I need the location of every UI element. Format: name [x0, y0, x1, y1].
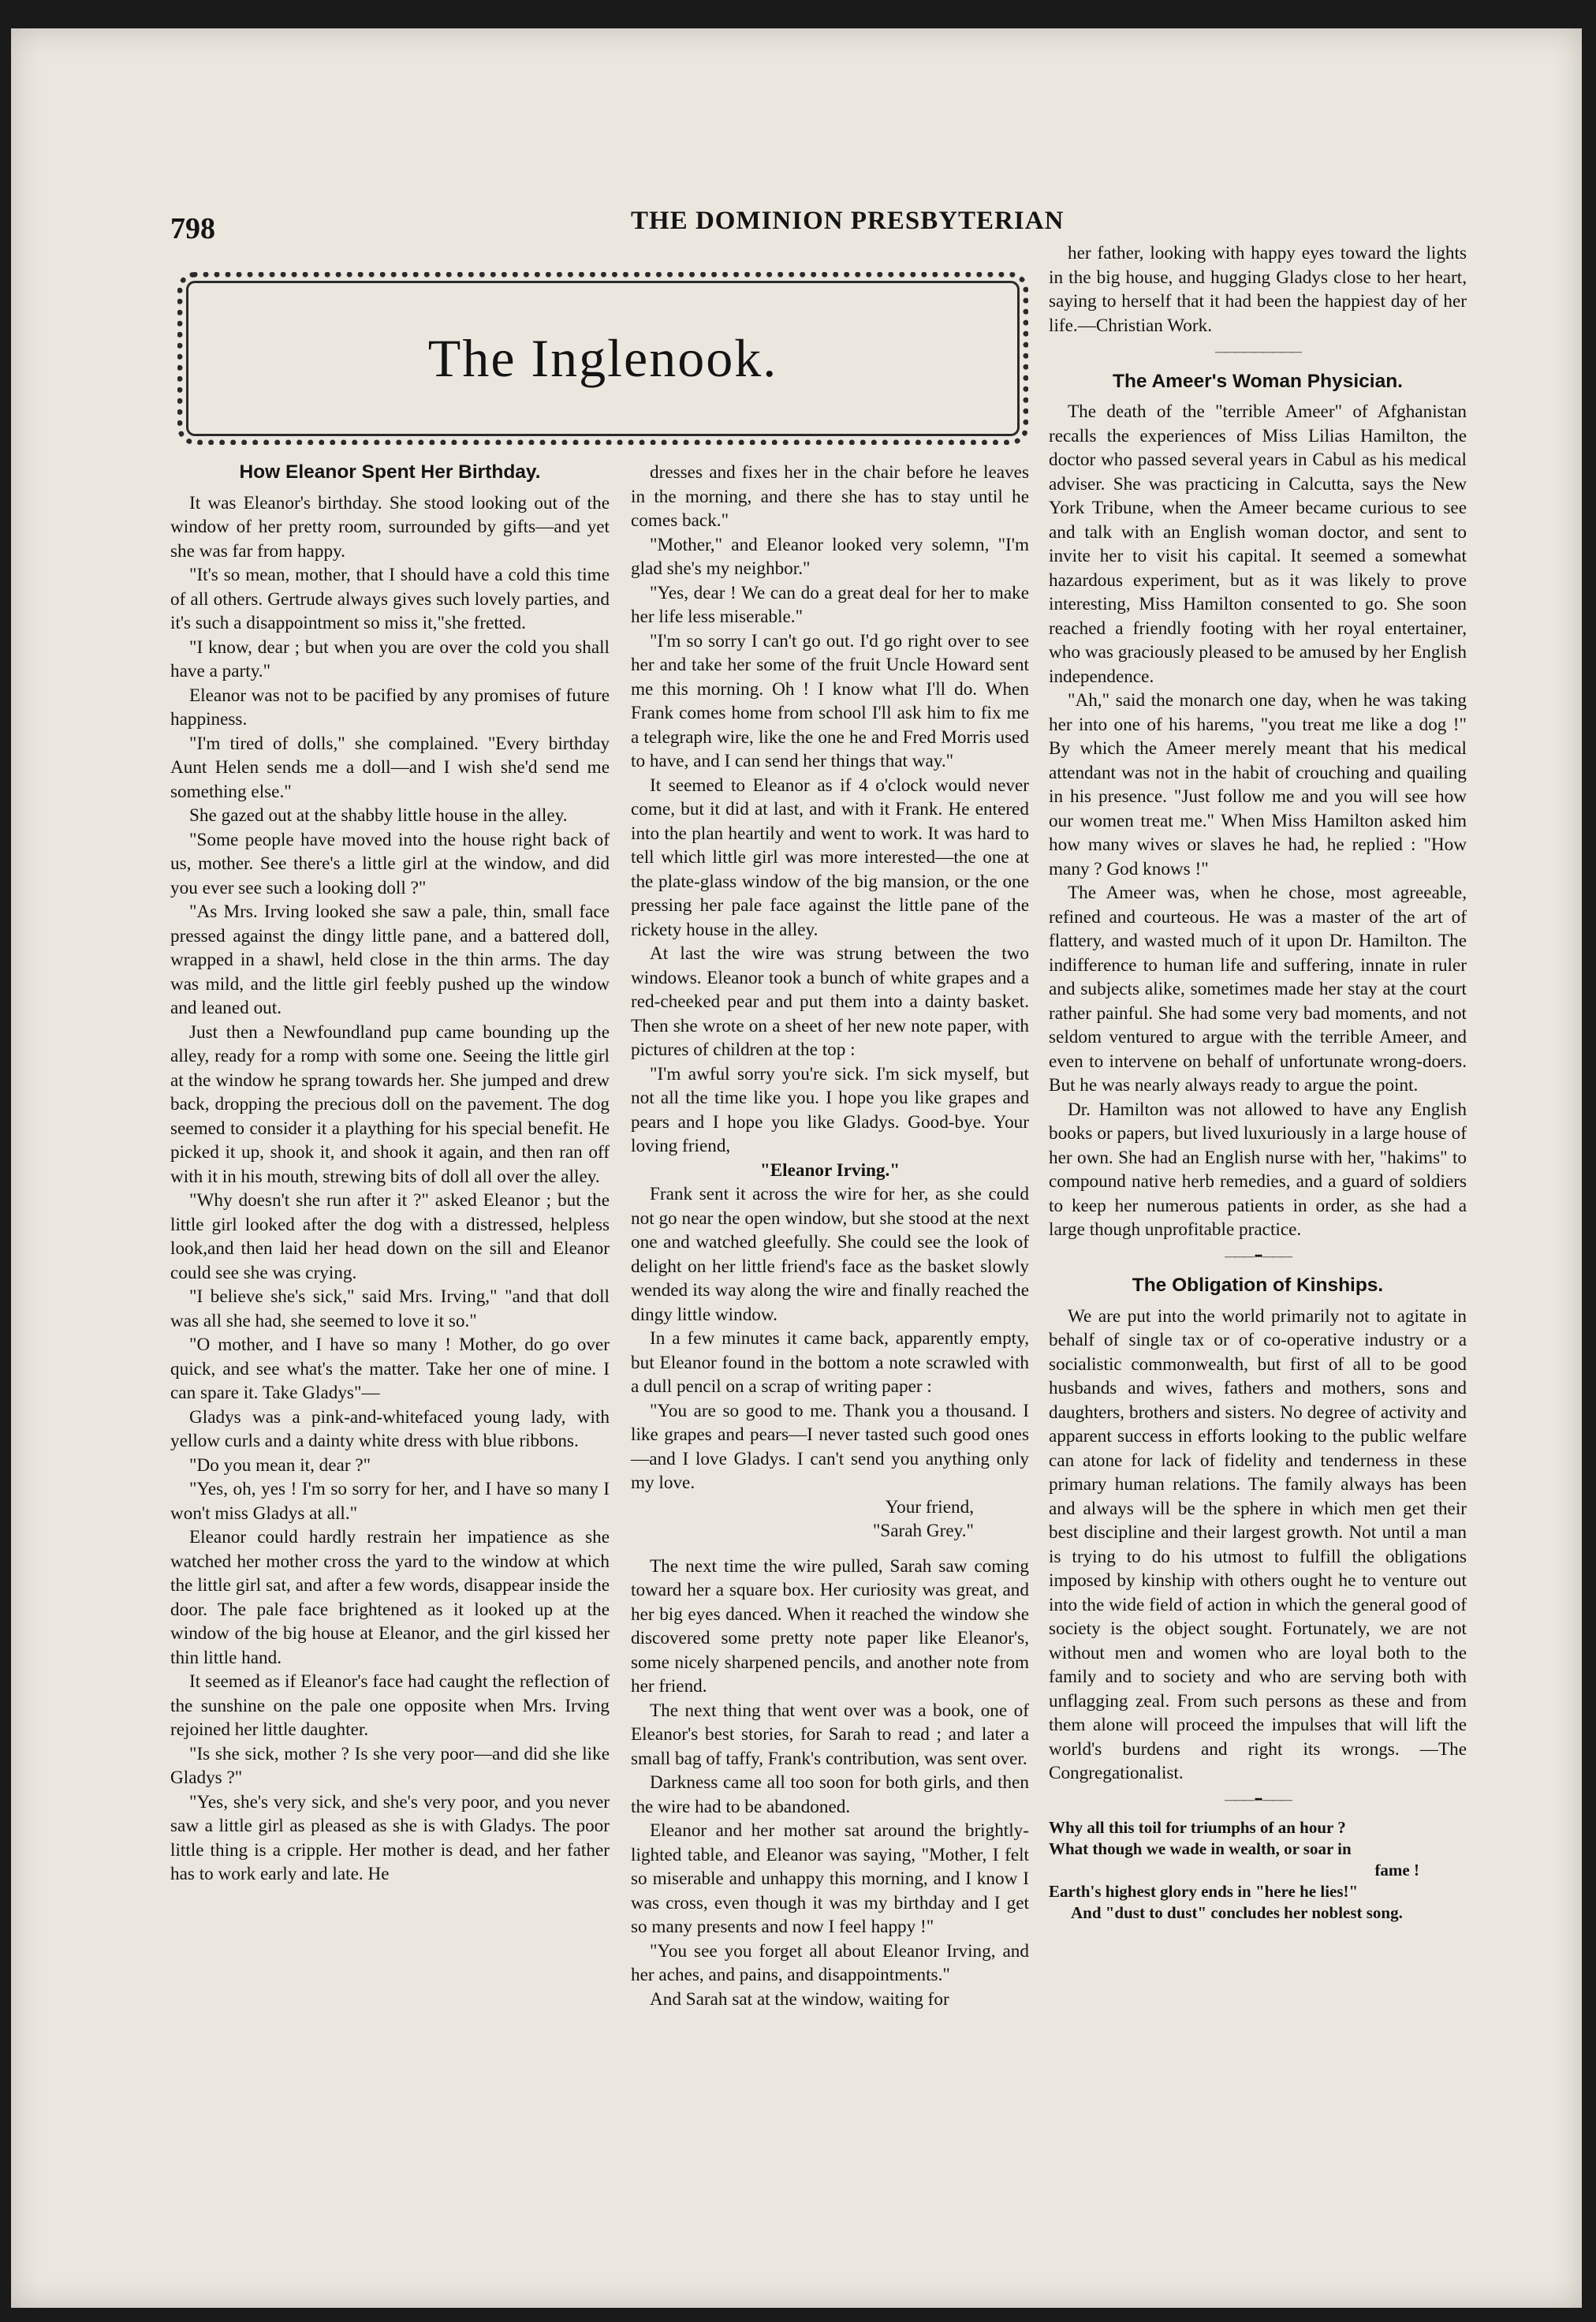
- signature-sarah: "Sarah Grey.": [872, 1521, 974, 1541]
- paragraph: "Is she sick, mother ? Is she very poor—and did she like Gladys ?": [170, 1743, 610, 1788]
- paragraph: "Yes, dear ! We can do a great deal for her to make her life less miserable.": [631, 582, 1029, 627]
- paragraph: It seemed as if Eleanor's face had caught the reflection of the sunshine on the pale one opposite when Mrs. Irving rejoined her little daughter.: [170, 1671, 610, 1740]
- paragraph: "I'm tired of dolls," she complained. "Every birthday Aunt Helen sends me a doll—and I wish she'd send me something else.": [170, 733, 610, 802]
- paragraph: "You see you forget all about Eleanor Irving, and her aches, and pains, and disappointments.": [631, 1940, 1029, 1985]
- paragraph: Eleanor could hardly restrain her impatience as she watched her mother cross the yard to the window at which the little girl sat, and after a few words, disappear inside the door. The pale face brightened as it looked up at the window of the big house at Eleanor, and the girl kissed her thin little hand.: [170, 1527, 610, 1668]
- poem-line: Why all this toil for triumphs of an hour ?: [1049, 1818, 1346, 1837]
- poem-line: And "dust to dust" concludes her noblest song.: [1071, 1903, 1403, 1922]
- paragraph: The next time the wire pulled, Sarah saw coming toward her a square box. Her curiosity was great, and her big eyes danced. When it reached the window she discovered some pretty note paper like Eleanor's, some nicely sharpened pencils, and another note from her friend.: [631, 1555, 1029, 1697]
- ameer-body: [1049, 400, 1467, 1242]
- paragraph: "Why doesn't she run after it ?" asked Eleanor ; but the little girl looked after the dog with a distressed, helpless look,and then laid her head down on the sill and Eleanor could see she was crying.: [170, 1190, 610, 1283]
- ameer-heading: The Ameer's Woman Physician.: [1112, 370, 1403, 392]
- column-3: [1049, 241, 1467, 1924]
- story-col2a-body: [631, 461, 1029, 1159]
- paragraph: "Yes, she's very sick, and she's very poor, and you never saw a little girl as pleased as she is with Gladys. The poor little thing is a cripple. Her mother is dead, and her father has to work early and late. He: [170, 1791, 610, 1884]
- poem-line: What though we wade in wealth, or soar in: [1049, 1839, 1352, 1858]
- paragraph: "As Mrs. Irving looked she saw a pale, thin, small face pressed against the dingy little pane, and a battered doll, wrapped in a shawl, held close in the thin arms. The day was mild, and the little girl feebly pushed up the window and leaned out.: [170, 902, 610, 1018]
- paragraph: In a few minutes it came back, apparently empty, but Eleanor found in the bottom a note scrawled with a dull pencil on a scrap of writing paper :: [631, 1328, 1029, 1397]
- signature-eleanor: "Eleanor Irving.": [759, 1159, 901, 1181]
- signature-closing: Your friend,: [885, 1496, 974, 1518]
- paragraph: "I'm so sorry I can't go out. I'd go right over to see her and take her some of the fruit Uncle Howard sent me this morning. Oh ! I know what I'll do. When Frank comes home from school I'll ask him to fix me a telegraph wire, like the one he and Fred Morris used to have, and I can send her things that way.": [631, 630, 1029, 771]
- paragraph: Frank sent it across the wire for her, as she could not go near the open window, but she stood at the next one and watched gleefully. She could see the look of delight on her little friend's face as the basket slowly wended its way along the wire and finally reached the dingy little window.: [631, 1184, 1029, 1325]
- paragraph: "I believe she's sick," said Mrs. Irving," "and that doll was all she had, she seemed to love it so.": [170, 1286, 610, 1331]
- running-header: THE DOMINION PRESBYTERIAN: [631, 207, 1065, 235]
- paragraph: "I'm awful sorry you're sick. I'm sick myself, but not all the time like you. I hope you like grapes and pears and I hope you like Gladys. Good-bye. Your loving friend,: [631, 1063, 1029, 1156]
- story-col1-body: [170, 491, 610, 1887]
- poem: [1049, 1817, 1467, 1924]
- paragraph: It was Eleanor's birthday. She stood looking out of the window of her pretty room, surrounded by gifts—and yet she was far from happy.: [170, 492, 610, 562]
- poem-line: fame !: [1374, 1861, 1419, 1880]
- paragraph: We are put into the world primarily not to agitate in behalf of single tax or of co-operative industry or a socialistic commonwealth, but first of all to be good husbands and wives, fathers and mothers, sons and daughters, brothers and sisters. No degree of activity and apparent success in efforts looking to the public welfare can atone for lack of fidelity and tenderness in these primary human relations. The family always has been and always will be the sphere in which men get their best discipline and their largest growth. Not until a man is trying to do his utmost to fulfill the obligations imposed by kinship with others ought he to venture out into the wide field of action in which the general good of society is the object sought. Fortunately, we are not without men and women who are loyal both to the family and to society and who are serving both with unflagging zeal. From such persons as these and from them alone will proceed the impulses that will lift the world's burdens and right its wrongs. —The Congregationalist.: [1049, 1305, 1467, 1783]
- divider: ——— ••• ———: [1225, 1250, 1291, 1263]
- paragraph: And Sarah sat at the window, waiting for: [650, 1988, 949, 2010]
- kinship-heading: The Obligation of Kinships.: [1132, 1275, 1384, 1296]
- paragraph: "You are so good to me. Thank you a thousand. I like grapes and pears—I never tasted such good ones—and I love Gladys. I can't send you anything only my love.: [631, 1400, 1029, 1493]
- paragraph: Just then a Newfoundland pup came bounding up the alley, ready for a romp with some one. Seeing the little girl at the window he sprang towards her. She jumped and drew back, dropping the precious doll on the pavement. The dog seemed to consider it a plaything for his special benefit. He picked it up, shook it, and shook it again, and then ran off with it in his mouth, strewing bits of doll all over the alley.: [170, 1021, 610, 1187]
- paragraph: Darkness came all too soon for both girls, and then the wire had to be abandoned.: [631, 1772, 1029, 1817]
- paragraph: Eleanor was not to be pacified by any promises of future happiness.: [170, 685, 610, 730]
- column-1: [170, 461, 610, 1887]
- poem-line: Earth's highest glory ends in "here he lies!": [1049, 1882, 1359, 1901]
- column-2: [631, 461, 1029, 2011]
- paragraph: She gazed out at the shabby little house in the alley.: [189, 805, 568, 826]
- kinship-body: [1049, 1305, 1467, 1786]
- page-number: 798: [170, 212, 215, 245]
- paragraph: Eleanor and her mother sat around the brightly-lighted table, and Eleanor was saying, "Mother, I felt so miserable and unhappy this morning, and I know I was cross, even though it was my birthday and I get so many presents and now I feel happy !": [631, 1820, 1029, 1937]
- paragraph: "Some people have moved into the house right back of us, mother. See there's a little girl at the window, and did you ever see such a looking doll ?": [170, 829, 610, 898]
- paragraph: "It's so mean, mother, that I should have a cold this time of all others. Gertrude always gives such lovely parties, and it's such a disappointment so miss it,"she fretted.: [170, 565, 610, 633]
- paragraph: her father, looking with happy eyes toward the lights in the big house, and hugging Gladys close to her heart, saying to herself that it had been the happiest day of her life.—Christian Work.: [1049, 243, 1467, 336]
- section-banner: [177, 272, 1028, 445]
- paragraph: "Ah," said the monarch one day, when he was taking her into one of his harems, "you treat me like a dog !" By which the Ameer merely meant that his medical attendant was not in the habit of crouching and quailing in his presence. "Just follow me and you will see how our women treat me." When Miss Hamilton asked him how many wives or slaves he had, he replied : "How many ? God knows !": [1049, 690, 1467, 879]
- paragraph: Gladys was a pink-and-whitefaced young lady, with yellow curls and a dainty white dress with blue ribbons.: [170, 1406, 610, 1451]
- story-heading: How Eleanor Spent Her Birthday.: [239, 461, 541, 483]
- paragraph: It seemed to Eleanor as if 4 o'clock would never come, but it did at last, and with it Frank. He entered into the plan heartily and went to work. It was hard to tell which little girl was more interested—the one at the plate-glass window of the big mansion, or the one pressing her pale face against the little pane of the rickety house in the alley.: [631, 775, 1029, 940]
- divider: ——— ••• ———: [1225, 1794, 1291, 1806]
- paragraph: "Do you mean it, dear ?": [189, 1454, 371, 1476]
- section-title: The Inglenook.: [427, 328, 778, 388]
- paragraph: The death of the "terrible Ameer" of Afghanistan recalls the experiences of Miss Lilias Hamilton, the doctor who passed several years in Cabul as his medical adviser. She was practicing in Calcutta, says the New York Tribune, when the Ameer became curious to see and talk with an English woman doctor, and sent to invite her to visit his capital. It seemed a somewhat hazardous experiment, but as it was likely to prove interesting, Miss Hamilton consented to go. She soon reached a friendly footing with her royal entertainer, who was graciously pleased to be amused by her English independence.: [1049, 401, 1467, 687]
- paragraph: dresses and fixes her in the chair before he leaves in the morning, and there she has to stay until he comes back.": [631, 462, 1029, 531]
- paragraph: At last the wire was strung between the two windows. Eleanor took a bunch of white grapes and a red-cheeked pear and put them into a dainty basket. Then she wrote on a sheet of her new note paper, with pictures of children at the top :: [631, 943, 1029, 1060]
- paragraph: "Mother," and Eleanor looked very solemn, "I'm glad she's my neighbor.": [631, 534, 1029, 579]
- story-col2c-body: [631, 1555, 1029, 2012]
- story-col2b-body: [631, 1182, 1029, 1495]
- paragraph: The Ameer was, when he chose, most agreeable, refined and courteous. He was a master of the art of flattery, and wasted much of it upon Dr. Hamilton. The indifference to human life and suffering, innate in ruler and subjects alike, sometimes made her stay at the court rather painful. She had some very bad moments, and not seldom ventured to argue with the terrible Ameer, and even to intervene on behalf of unfortunate wrong-doers. But he was nearly always ready to argue the point.: [1049, 883, 1467, 1096]
- paragraph: "I know, dear ; but when you are over the cold you shall have a party.": [170, 636, 610, 681]
- paragraph: "Yes, oh, yes ! I'm so sorry for her, and I have so many I won't miss Gladys at all.": [170, 1479, 610, 1524]
- paragraph: The next thing that went over was a book, one of Eleanor's best stories, for Sarah to read ; and later a small bag of taffy, Frank's contribution, was sent over.: [631, 1700, 1029, 1769]
- paragraph: Dr. Hamilton was not allowed to have any English books or papers, but lived luxuriously in a large house of her own. She had an English nurse with her, "hakims" to compound native herb remedies, and a guard of soldiers to keep her numerous patients in order, as she had a large though unprofitable practice.: [1049, 1099, 1467, 1240]
- paragraph: "O mother, and I have so many ! Mother, do go over quick, and see what's the matter. Take her one of mine. I can spare it. Take Gladys"—: [170, 1335, 610, 1403]
- story-col3-body: [1049, 241, 1467, 338]
- divider: —————————: [1215, 346, 1300, 358]
